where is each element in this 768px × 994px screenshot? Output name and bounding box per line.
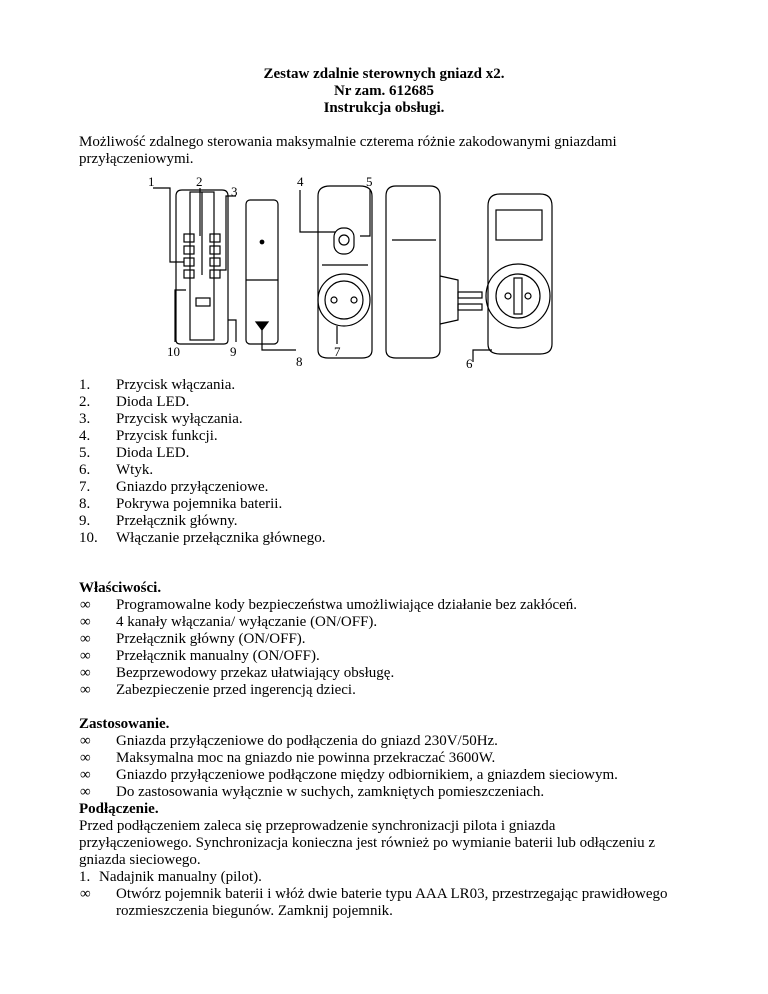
figure-label-6: 6 bbox=[466, 356, 473, 371]
usage-item-text: Maksymalna moc na gniazdo nie powinna przekraczać 3600W. bbox=[116, 750, 496, 766]
connection-step-text: Nadajnik manualny (pilot). bbox=[99, 869, 262, 885]
part-item-text: Przycisk funkcji. bbox=[116, 428, 218, 444]
figure-label-5: 5 bbox=[366, 174, 373, 189]
part-item-marker: 6. bbox=[79, 462, 91, 478]
title-line-3: Instrukcja obsługi. bbox=[323, 100, 445, 116]
feature-item-marker: ∞ bbox=[80, 648, 91, 664]
figure-label-3: 3 bbox=[231, 184, 238, 199]
connection-bullet-line-1: Otwórz pojemnik baterii i włóż dwie baterie typu AAA LR03, przestrzegając prawidłowego bbox=[116, 886, 668, 902]
part-item-marker: 4. bbox=[79, 428, 91, 444]
intro-line-1: Możliwość zdalnego sterowania maksymalnie czterema różnie zakodowanymi gniazdami bbox=[79, 134, 617, 150]
usage-item-marker: ∞ bbox=[80, 784, 91, 800]
part-item-text: Włączanie przełącznika głównego. bbox=[116, 530, 326, 546]
feature-item-text: Zabezpieczenie przed ingerencją dzieci. bbox=[116, 682, 356, 698]
connection-line-1: Przed podłączeniem zaleca się przeprowadzenie synchronizacji pilota i gniazda bbox=[79, 818, 556, 834]
part-item-text: Dioda LED. bbox=[116, 394, 190, 410]
usage-item-text: Gniazda przyłączeniowe do podłączenia do gniazd 230V/50Hz. bbox=[116, 733, 498, 749]
socket-side-drawing bbox=[386, 186, 482, 358]
part-item-marker: 8. bbox=[79, 496, 91, 512]
part-item-marker: 10. bbox=[79, 530, 98, 546]
part-item-text: Przycisk włączania. bbox=[116, 377, 236, 393]
feature-item-text: Bezprzewodowy przekaz ułatwiający obsługę. bbox=[116, 665, 395, 681]
connection-step-number: 1. bbox=[79, 869, 91, 885]
feature-item-marker: ∞ bbox=[80, 631, 91, 647]
usage-item-text: Do zastosowania wyłącznie w suchych, zamkniętych pomieszczeniach. bbox=[116, 784, 545, 800]
figure-label-10: 10 bbox=[167, 344, 180, 359]
part-item-text: Gniazdo przyłączeniowe. bbox=[116, 479, 269, 495]
part-item-marker: 1. bbox=[79, 377, 91, 393]
usage-item-marker: ∞ bbox=[80, 733, 91, 749]
part-item-text: Pokrywa pojemnika baterii. bbox=[116, 496, 283, 512]
connection-heading: Podłączenie. bbox=[79, 801, 159, 817]
part-item-marker: 9. bbox=[79, 513, 91, 529]
part-item-text: Dioda LED. bbox=[116, 445, 190, 461]
figure-label-8: 8 bbox=[296, 354, 303, 369]
connection-bullet-line-2: rozmieszczenia biegunów. Zamknij pojemnik. bbox=[116, 903, 393, 919]
figure-label-2: 2 bbox=[196, 174, 203, 189]
connection-bullet-symbol: ∞ bbox=[80, 886, 91, 902]
remote-side-drawing bbox=[246, 200, 296, 350]
part-item-marker: 5. bbox=[79, 445, 91, 461]
figure-label-1: 1 bbox=[148, 174, 155, 189]
device-diagram bbox=[0, 0, 768, 380]
socket-back-drawing bbox=[473, 194, 552, 362]
part-item-text: Przełącznik główny. bbox=[116, 513, 238, 529]
feature-item-marker: ∞ bbox=[80, 682, 91, 698]
feature-item-text: Przełącznik główny (ON/OFF). bbox=[116, 631, 306, 647]
figure-label-7: 7 bbox=[334, 344, 341, 359]
feature-item-text: Programowalne kody bezpieczeństwa umożliwiające działanie bez zakłóceń. bbox=[116, 597, 578, 613]
figure-label-4: 4 bbox=[297, 174, 304, 189]
connection-line-2: przyłączeniowego. Synchronizacja konieczna jest również po wymianie baterii lub odłączeniu z bbox=[79, 835, 656, 851]
figure-label-9: 9 bbox=[230, 344, 237, 359]
features-heading: Właściwości. bbox=[79, 580, 162, 596]
part-item-text: Wtyk. bbox=[116, 462, 154, 478]
title-line-2: Nr zam. 612685 bbox=[333, 83, 435, 99]
socket-front-drawing bbox=[300, 186, 372, 358]
usage-item-marker: ∞ bbox=[80, 750, 91, 766]
part-item-marker: 7. bbox=[79, 479, 91, 495]
feature-item-marker: ∞ bbox=[80, 665, 91, 681]
title-line-1: Zestaw zdalnie sterownych gniazd x2. bbox=[263, 66, 505, 82]
usage-item-marker: ∞ bbox=[80, 767, 91, 783]
usage-heading: Zastosowanie. bbox=[79, 716, 170, 732]
connection-line-3: gniazda sieciowego. bbox=[79, 852, 201, 868]
feature-item-text: 4 kanały włączania/ wyłączanie (ON/OFF). bbox=[116, 614, 378, 630]
feature-item-marker: ∞ bbox=[80, 597, 91, 613]
remote-front-drawing bbox=[153, 188, 236, 344]
feature-item-marker: ∞ bbox=[80, 614, 91, 630]
connection-step bbox=[79, 869, 262, 886]
part-item-marker: 3. bbox=[79, 411, 91, 427]
intro-line-2: przyłączeniowymi. bbox=[79, 151, 194, 167]
usage-item-text: Gniazdo przyłączeniowe podłączone między odbiornikiem, a gniazdem sieciowym. bbox=[116, 767, 618, 783]
part-item-text: Przycisk wyłączania. bbox=[116, 411, 243, 427]
feature-item-text: Przełącznik manualny (ON/OFF). bbox=[116, 648, 320, 664]
part-item-marker: 2. bbox=[79, 394, 91, 410]
